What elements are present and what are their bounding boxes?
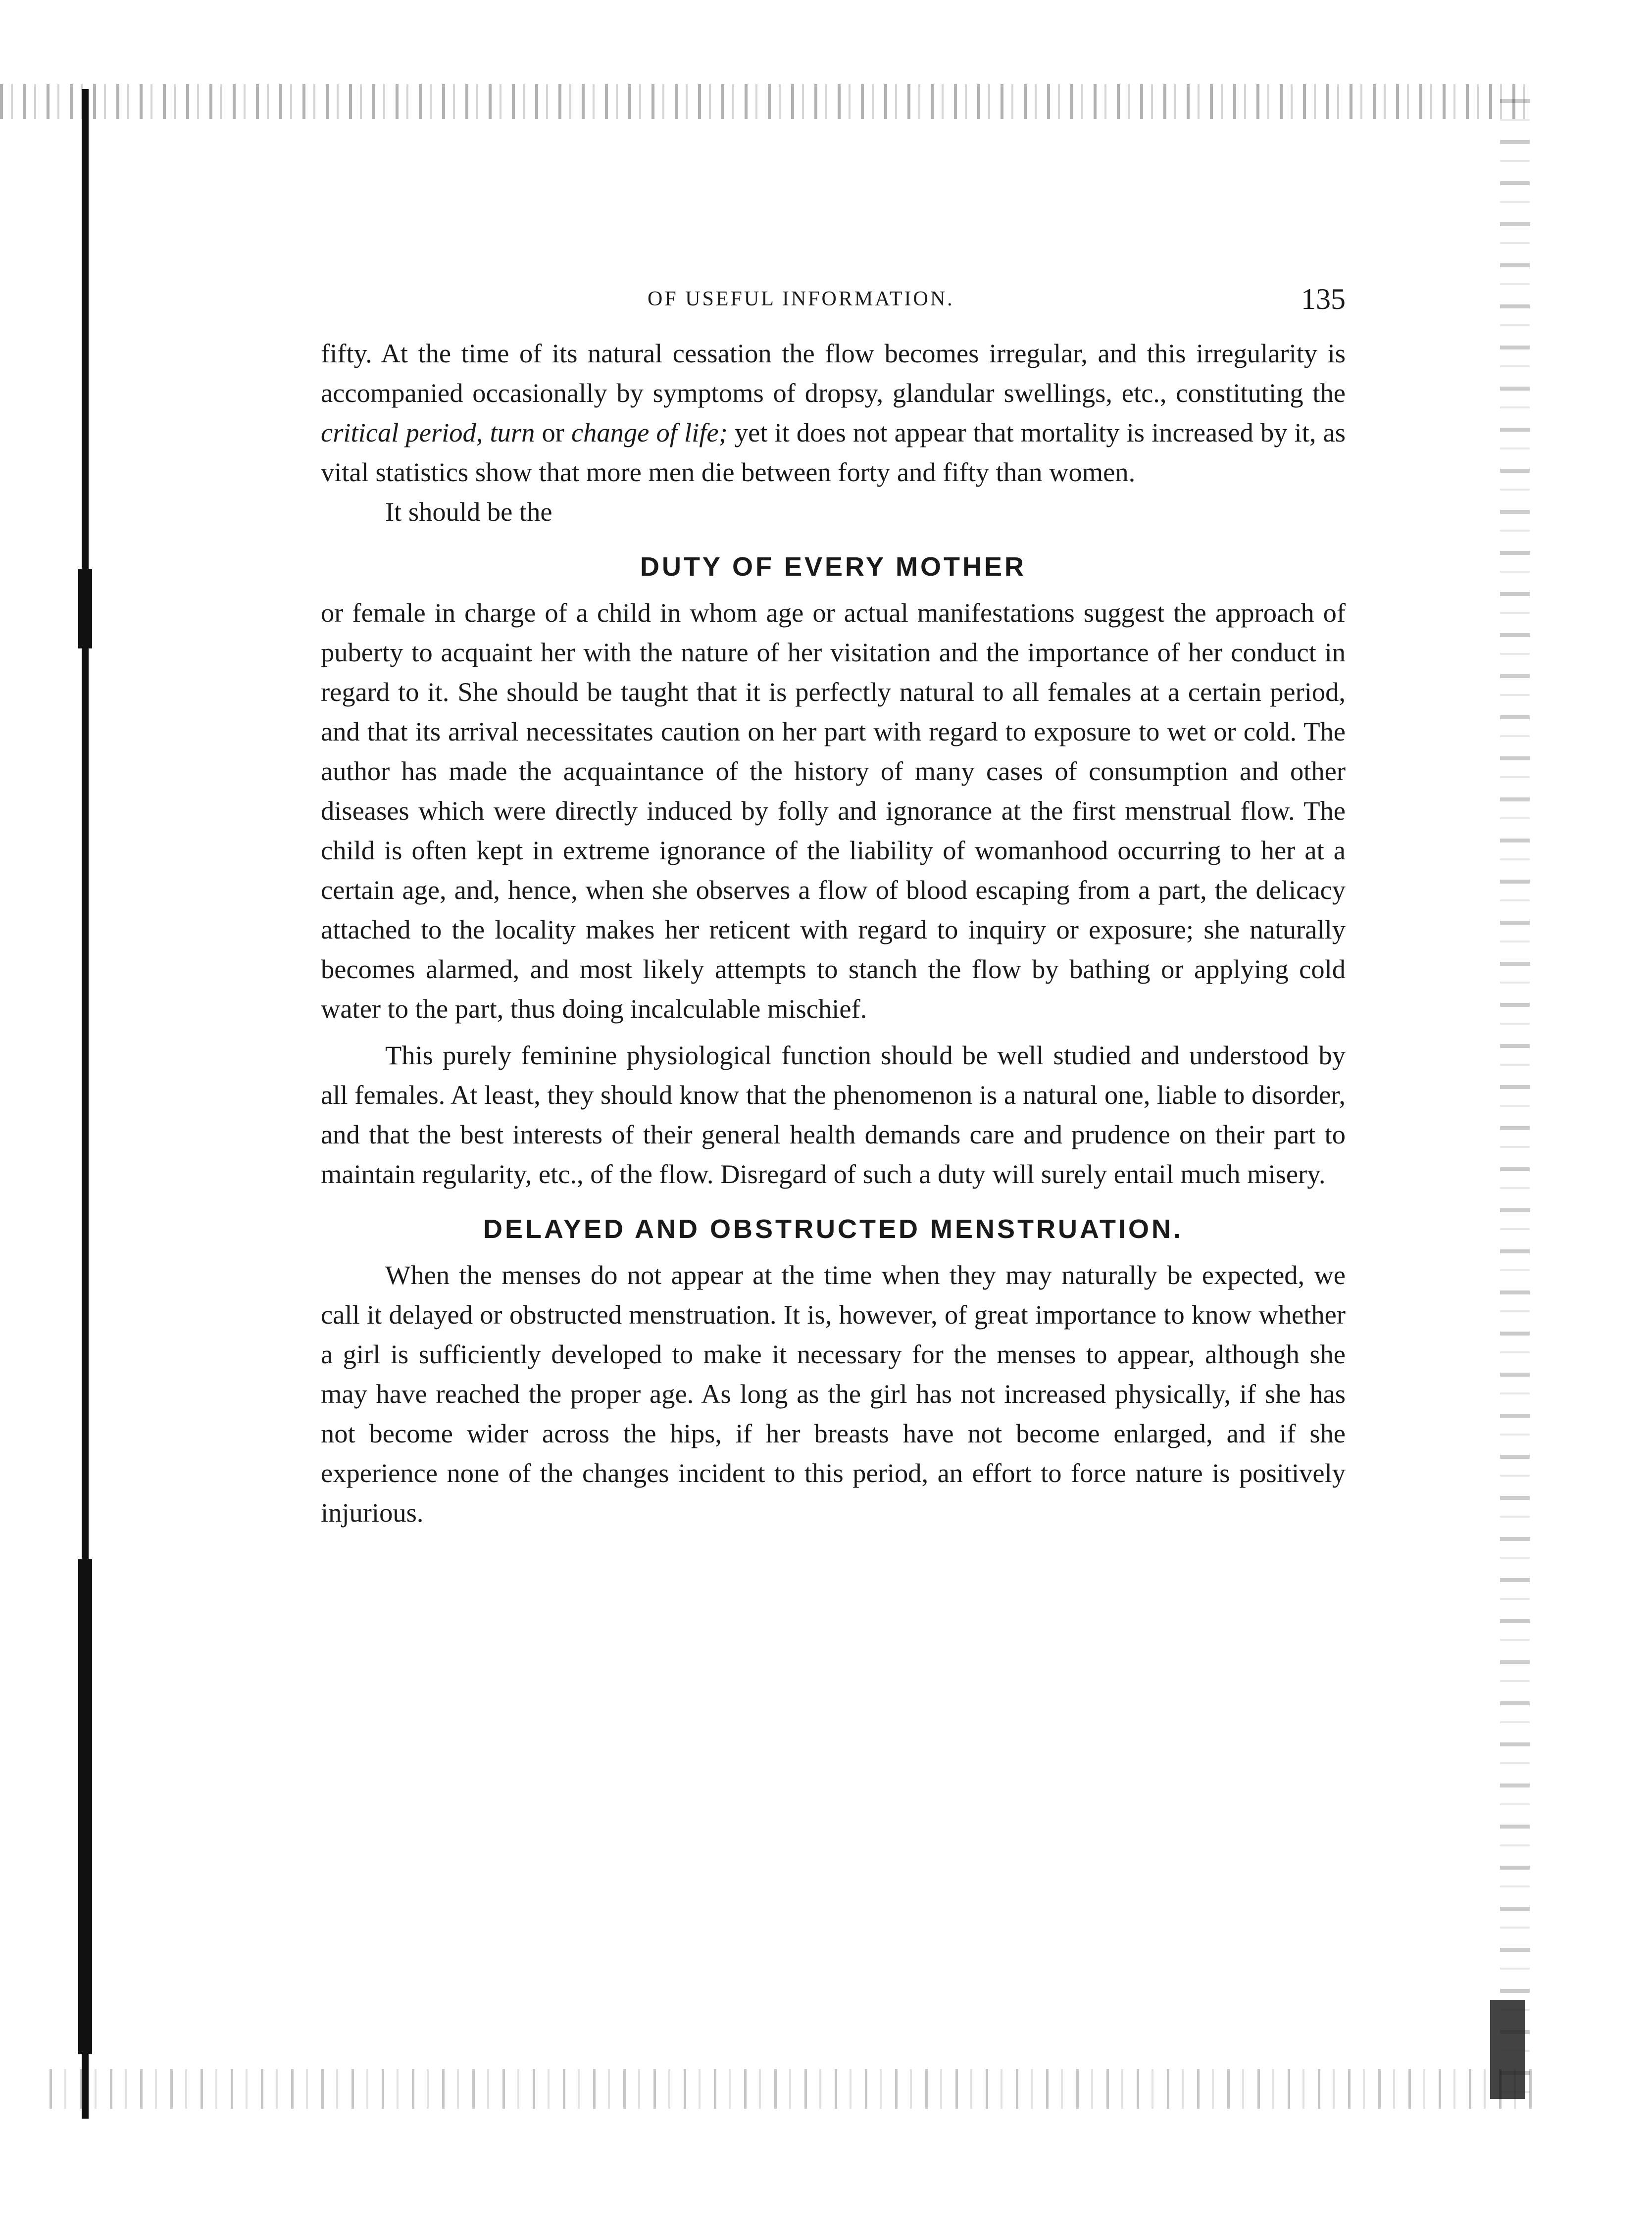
para1-text-a: fifty. At the time of its natural cessation the flow becomes irregular, and this irregularity is accompanied occasionally by symptoms of dropsy, glandular swellings, etc., constituting the: [321, 338, 1346, 408]
paragraph-1: [321, 334, 1346, 492]
paragraph-3: or female in charge of a child in whom age or actual manifestations suggest the approach of puberty to acquaint her with the nature of her visitation and the importance of her conduct in regard to it. She should be taught that it is perfectly natural to all females at a certain period, and that its arrival necessitates caution on her part with regard to exposure to wet or cold. The author has made the acquaintance of the history of many cases of consumption and other diseases which were directly induced by folly and ignorance at the first menstrual flow. The child is often kept in extreme ignorance of the liability of womanhood occurring to her at a certain age, and, hence, when she observes a flow of blood escaping from a part, the delicacy attached to the locality makes her reticent with regard to inquiry or exposure; she naturally becomes alarmed, and most likely attempts to stanch the flow by bathing or applying cold water to the part, thus doing incalculable mischief.: [321, 597, 1346, 1024]
para1-italic-b: change of life;: [571, 417, 728, 447]
binding-edge-mark: [78, 1559, 92, 2054]
book-page: [321, 277, 1346, 1533]
page-number: 135: [1301, 283, 1346, 315]
running-head: [321, 277, 1346, 322]
running-title: OF USEFUL INFORMATION.: [648, 288, 954, 310]
para1-text-c: yet it does not appear that mortality is increased by it, as vital statistics show that more men die between forty and fifty than women.: [321, 417, 1346, 487]
section-heading-duty: DUTY OF EVERY MOTHER: [640, 552, 1027, 582]
paragraph-2: It should be the: [385, 496, 552, 527]
section-heading-delayed: DELAYED AND OBSTRUCTED MENSTRUATION.: [483, 1214, 1184, 1244]
scan-noise-bottom: [50, 2069, 1535, 2109]
scan-noise-top: [0, 84, 1535, 119]
paragraph-5: When the menses do not appear at the time when they may naturally be expected, we call it delayed or obstructed menstruation. It is, however, of great importance to know whether a girl is sufficiently developed to make it necessary for the menses to appear, although she may have reached the proper age. As long as the girl has not increased physically, if she has not become wider across the hips, if her breasts have not become enlarged, and if she experience none of the changes incident to this period, an effort to force nature is positively injurious.: [321, 1260, 1346, 1528]
para1-italic-a: critical period, turn: [321, 417, 535, 447]
paragraph-4: This purely feminine physiological function should be well studied and understood by all females. At least, they should know that the phenomenon is a natural one, liable to disorder, and that the best interests of their general health demands care and prudence on their part to maintain regularity, etc., of the flow. Disregard of such a duty will surely entail much misery.: [321, 1040, 1346, 1189]
para1-text-b: or: [535, 417, 571, 447]
binding-edge-mark: [78, 569, 92, 648]
scan-noise-right: [1500, 99, 1530, 2104]
